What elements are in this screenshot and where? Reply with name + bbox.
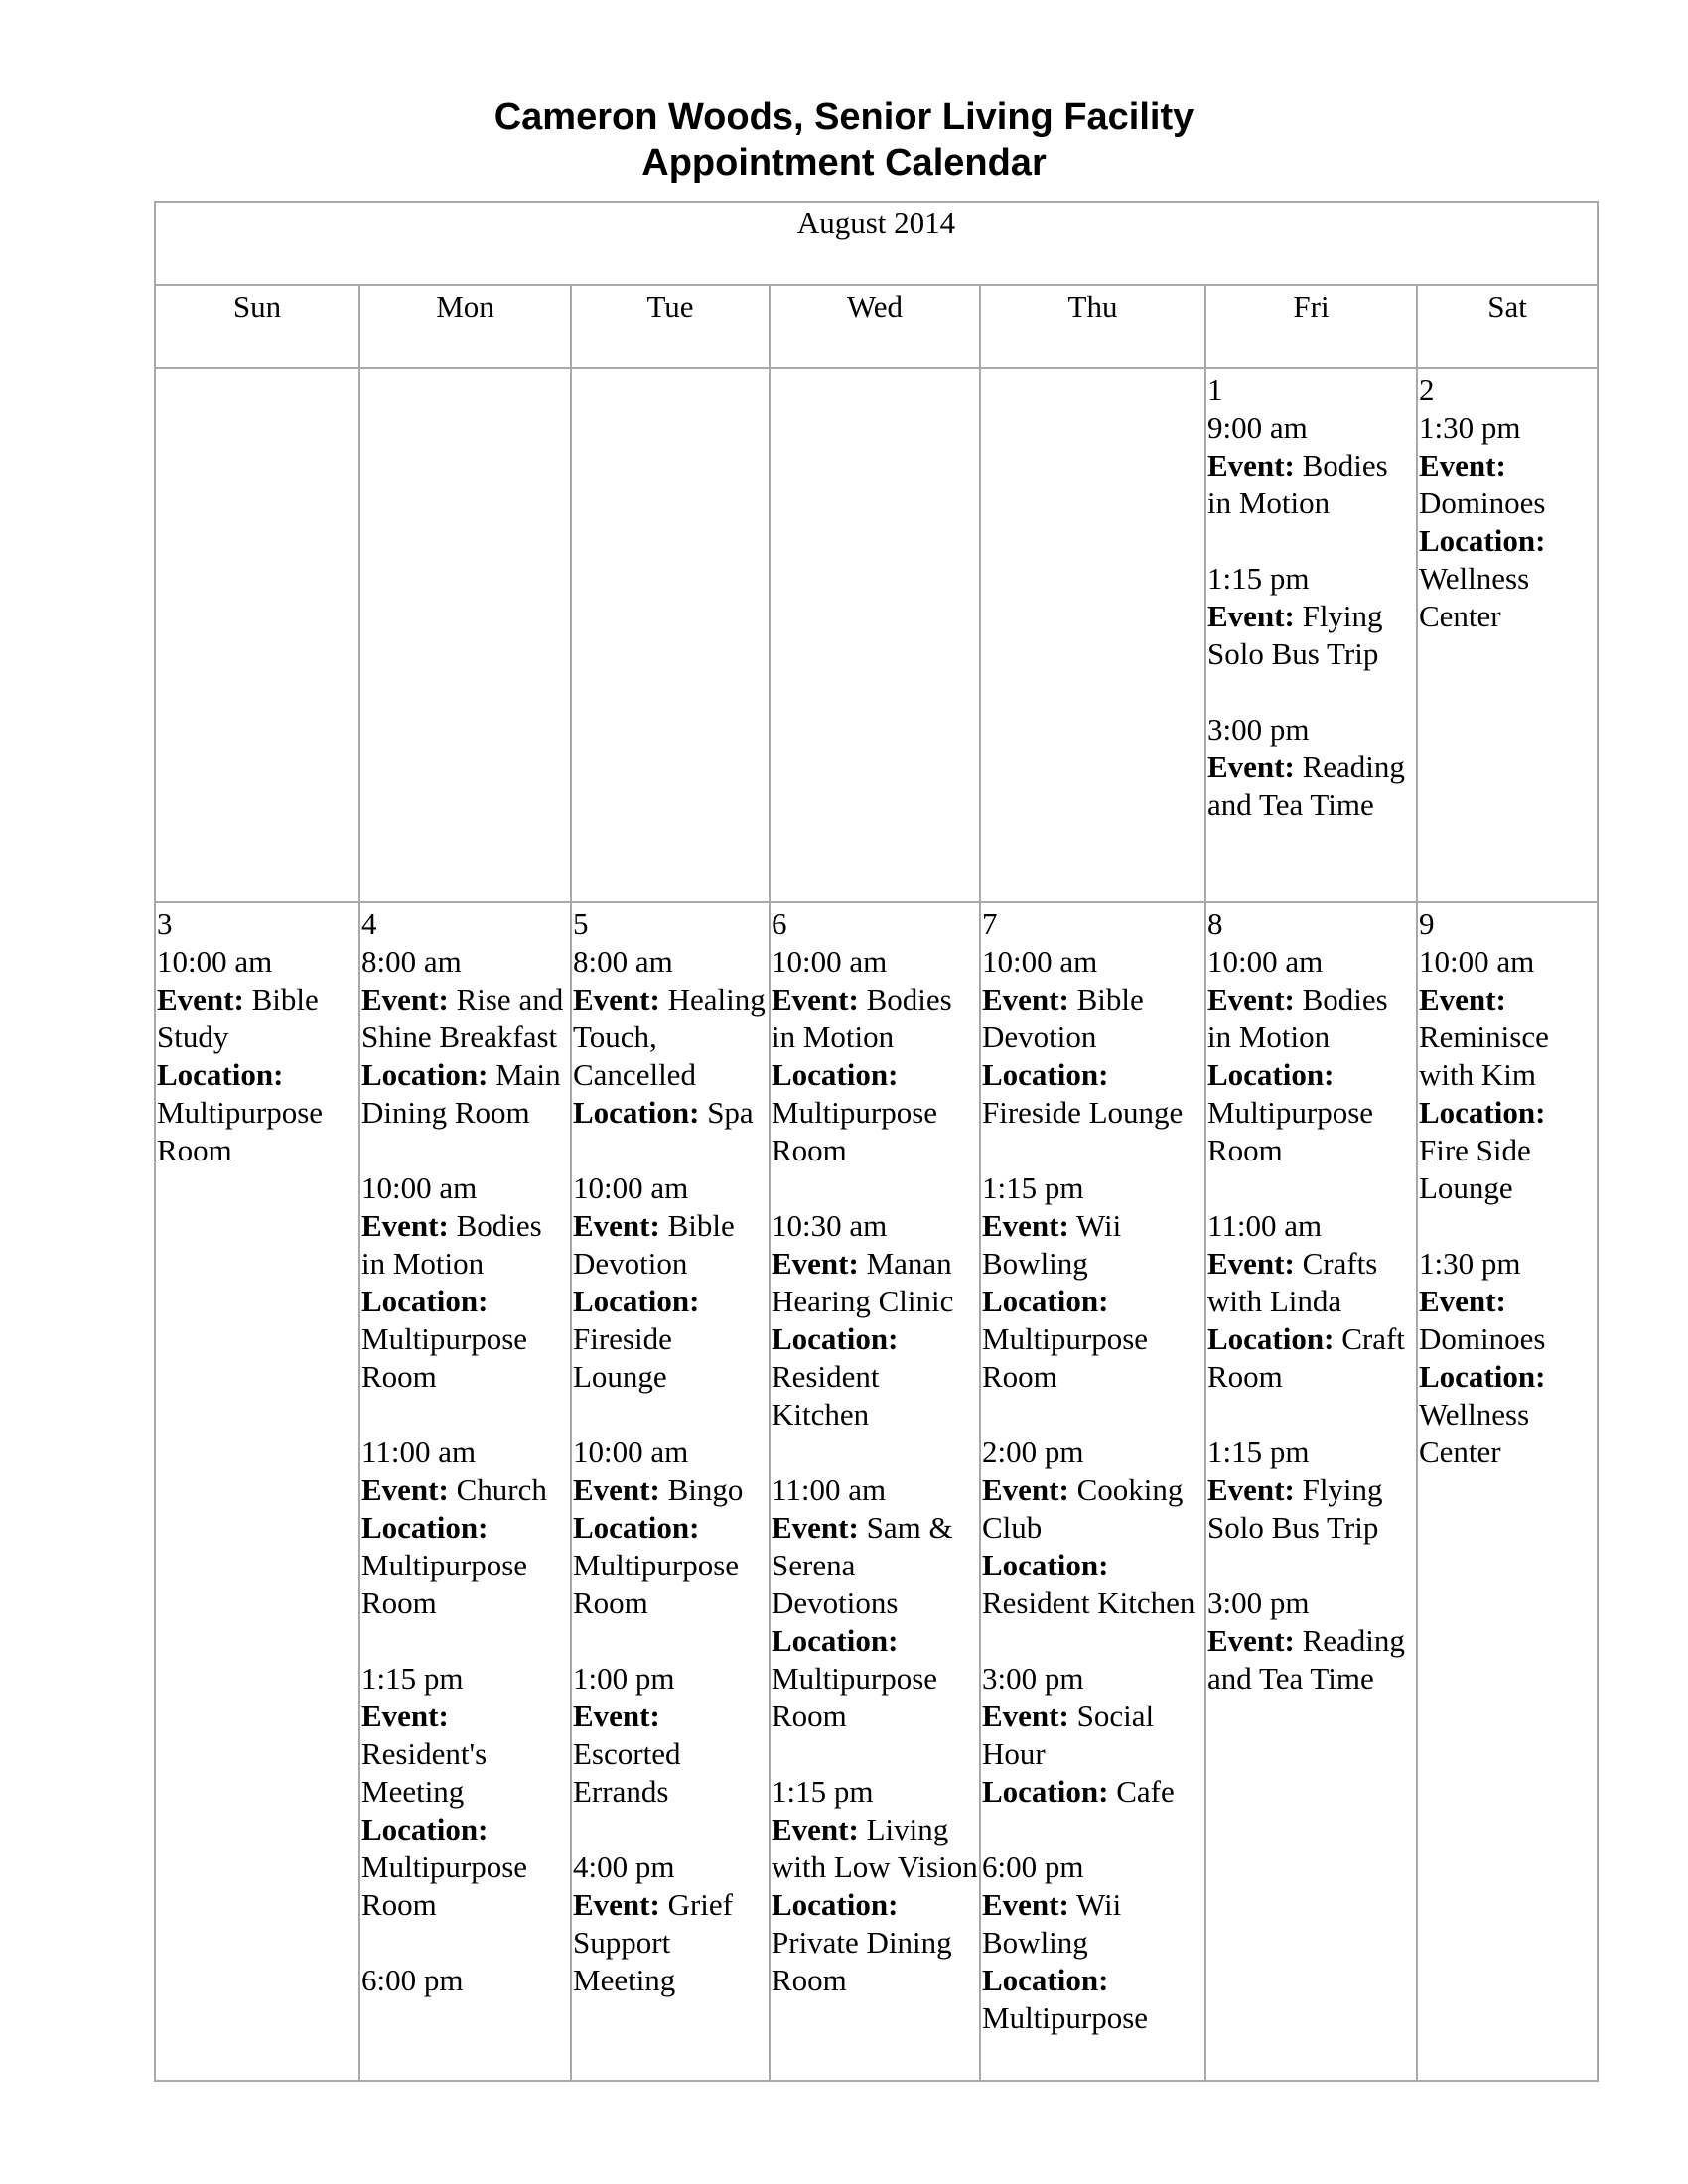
event-line	[1419, 1283, 1596, 1358]
event-name: Church	[456, 1472, 547, 1507]
location-line	[573, 1509, 768, 1622]
empty-day-cell	[359, 368, 571, 902]
event-name: Resident's Meeting	[361, 1736, 488, 1809]
event-name: Living with Low Vision	[772, 1812, 978, 1884]
location-name: Spa	[707, 1095, 754, 1130]
event-label: Event:	[1207, 599, 1295, 633]
location-name: Wellness Center	[1419, 561, 1530, 633]
empty-day-cell	[571, 368, 770, 902]
event-name: Healing Touch, Cancelled	[573, 982, 766, 1092]
calendar-event	[1207, 1584, 1415, 1698]
location-line	[982, 1962, 1203, 2037]
day-cell-6	[770, 902, 980, 2081]
calendar-event	[1207, 1433, 1415, 1547]
event-label: Event:	[982, 1699, 1069, 1733]
event-time: 1:00 pm	[573, 1661, 675, 1696]
event-line	[772, 1509, 978, 1622]
event-label: Event:	[982, 1208, 1069, 1243]
event-label: Event:	[573, 1472, 660, 1507]
day-cell-8	[1205, 902, 1417, 2081]
calendar-event	[573, 1433, 768, 1622]
location-label: Location:	[573, 1510, 700, 1545]
calendar-event	[982, 1848, 1203, 2037]
location-label: Location:	[982, 1284, 1109, 1318]
calendar-event	[982, 1660, 1203, 1811]
location-name: Multipurpose Room	[1207, 1095, 1374, 1167]
event-name: Bodies in Motion	[1207, 448, 1388, 520]
event-line	[573, 981, 768, 1094]
day-cell-5	[571, 902, 770, 2081]
event-label: Event:	[772, 1812, 859, 1846]
event-time: 1:30 pm	[1419, 410, 1521, 445]
location-line	[772, 1886, 978, 1999]
day-number: 7	[982, 906, 998, 941]
event-line	[982, 1471, 1203, 1547]
event-line	[361, 1698, 569, 1811]
event-label: Event:	[772, 1510, 859, 1545]
event-label: Event:	[1419, 1284, 1506, 1318]
event-time: 10:00 am	[573, 1170, 689, 1205]
calendar-event	[982, 943, 1203, 1132]
weekday-sun: Sun	[155, 285, 359, 368]
event-name: Bible Study	[157, 982, 319, 1054]
location-line	[1419, 522, 1596, 635]
event-line	[1207, 749, 1415, 824]
event-label: Event:	[361, 982, 449, 1017]
location-line	[361, 1056, 569, 1132]
empty-day-cell	[980, 368, 1205, 902]
event-time: 10:00 am	[982, 944, 1098, 979]
location-label: Location:	[361, 1284, 489, 1318]
event-line	[772, 1811, 978, 1886]
event-time: 2:00 pm	[982, 1434, 1084, 1469]
location-line	[1419, 1094, 1596, 1207]
event-label: Event:	[573, 1887, 660, 1922]
location-label: Location:	[982, 1963, 1109, 1997]
event-time: 10:00 am	[573, 1434, 689, 1469]
calendar-event	[573, 943, 768, 1132]
event-line	[1419, 447, 1596, 522]
location-label: Location:	[772, 1623, 899, 1658]
event-time: 1:30 pm	[1419, 1246, 1521, 1281]
calendar-event	[1419, 943, 1596, 1207]
calendar-event	[1207, 943, 1415, 1169]
event-time: 8:00 am	[573, 944, 673, 979]
event-label: Event:	[573, 1699, 660, 1733]
event-name: Flying Solo Bus Trip	[1207, 1472, 1383, 1545]
location-label: Location:	[982, 1057, 1109, 1092]
event-time: 10:30 am	[772, 1208, 888, 1243]
location-line	[1207, 1056, 1415, 1169]
event-label: Event:	[1207, 448, 1295, 482]
event-label: Event:	[1419, 982, 1506, 1017]
event-time: 4:00 pm	[573, 1849, 675, 1884]
event-name: Wii Bowling	[982, 1208, 1122, 1281]
event-label: Event:	[157, 982, 244, 1017]
event-time: 8:00 am	[361, 944, 462, 979]
event-name: Cooking Club	[982, 1472, 1184, 1545]
location-label: Location:	[772, 1057, 899, 1092]
event-time: 11:00 am	[361, 1434, 477, 1469]
event-time: 10:00 am	[157, 944, 273, 979]
event-time: 10:00 am	[361, 1170, 478, 1205]
calendar-event	[1207, 711, 1415, 824]
event-time: 1:15 pm	[361, 1661, 464, 1696]
event-label: Event:	[982, 982, 1069, 1017]
event-label: Event:	[772, 1246, 859, 1281]
event-time: 11:00 am	[1207, 1208, 1323, 1243]
weekday-wed: Wed	[770, 285, 980, 368]
location-label: Location:	[361, 1510, 489, 1545]
location-line	[982, 1547, 1203, 1622]
location-name: Multipurpose Room	[573, 1548, 740, 1620]
calendar-event	[1207, 1207, 1415, 1396]
event-line	[772, 981, 978, 1056]
event-label: Event:	[982, 1887, 1069, 1922]
event-line	[1207, 1622, 1415, 1698]
location-name: Fireside Lounge	[982, 1095, 1184, 1130]
event-time: 1:15 pm	[982, 1170, 1084, 1205]
location-name: Cafe	[1116, 1774, 1175, 1809]
location-label: Location:	[573, 1284, 700, 1318]
day-cell-7	[980, 902, 1205, 2081]
calendar-event	[573, 1848, 768, 1999]
event-name: Bodies in Motion	[1207, 982, 1388, 1054]
location-label: Location:	[1419, 1095, 1546, 1130]
event-line	[982, 1886, 1203, 1962]
weekday-tue: Tue	[571, 285, 770, 368]
page-title: Cameron Woods, Senior Living Facility	[493, 96, 1195, 138]
event-line	[573, 1471, 768, 1509]
location-name: Resident Kitchen	[982, 1585, 1196, 1620]
location-label: Location:	[1419, 523, 1546, 558]
location-name: Resident Kitchen	[772, 1359, 880, 1432]
calendar-event	[982, 1169, 1203, 1396]
location-line	[361, 1811, 569, 1924]
location-name: Multipurpose Room	[361, 1321, 528, 1394]
location-line	[982, 1056, 1203, 1132]
calendar-event	[361, 1169, 569, 1396]
empty-day-cell	[770, 368, 980, 902]
location-name: Craft Room	[1207, 1321, 1405, 1394]
event-time: 1:15 pm	[772, 1774, 874, 1809]
location-label: Location:	[1207, 1321, 1335, 1356]
calendar-event	[772, 943, 978, 1169]
event-label: Event:	[1207, 750, 1295, 784]
location-line	[772, 1056, 978, 1169]
event-line	[573, 1698, 768, 1811]
location-label: Location:	[157, 1057, 284, 1092]
event-label: Event:	[1207, 1623, 1295, 1658]
calendar-event	[772, 1773, 978, 1999]
calendar-event	[361, 1660, 569, 1924]
event-line	[361, 981, 569, 1056]
event-name: Wii Bowling	[982, 1887, 1122, 1960]
location-line	[361, 1283, 569, 1396]
location-name: Private Dining Room	[772, 1925, 952, 1997]
event-name: Reminisce with Kim	[1419, 1020, 1549, 1092]
location-name: Wellness Center	[1419, 1397, 1530, 1469]
location-label: Location:	[772, 1887, 899, 1922]
calendar-event	[361, 1962, 569, 1999]
event-label: Event:	[982, 1472, 1069, 1507]
event-time: 11:00 am	[772, 1472, 887, 1507]
event-name: Crafts with Linda	[1207, 1246, 1378, 1318]
event-name: Dominoes	[1419, 1321, 1546, 1356]
event-line	[157, 981, 357, 1056]
event-time: 1:15 pm	[1207, 561, 1310, 596]
event-time: 9:00 am	[1207, 410, 1308, 445]
location-name: Multipurpose Room	[361, 1548, 528, 1620]
location-label: Location:	[361, 1812, 489, 1846]
event-time: 1:15 pm	[1207, 1434, 1310, 1469]
event-name: Bodies in Motion	[361, 1208, 542, 1281]
day-cell-4	[359, 902, 571, 2081]
event-name: Rise and Shine Breakfast	[361, 982, 564, 1054]
event-time: 10:00 am	[772, 944, 888, 979]
calendar-event	[361, 943, 569, 1132]
location-line	[361, 1509, 569, 1622]
location-label: Location:	[982, 1774, 1109, 1809]
event-name: Escorted Errands	[573, 1736, 681, 1809]
location-line	[772, 1622, 978, 1735]
event-line	[573, 1207, 768, 1283]
event-name: Flying Solo Bus Trip	[1207, 599, 1383, 671]
location-line	[772, 1320, 978, 1433]
weekday-header-row	[155, 285, 1598, 368]
location-line	[157, 1056, 357, 1169]
day-number: 8	[1207, 906, 1223, 941]
location-line	[1419, 1358, 1596, 1471]
location-name: Multipurpose	[982, 2000, 1149, 2035]
location-label: Location:	[1419, 1359, 1546, 1394]
calendar-event	[772, 1207, 978, 1433]
location-label: Location:	[573, 1095, 700, 1130]
event-time: 3:00 pm	[1207, 712, 1310, 747]
location-line	[1207, 1320, 1415, 1396]
calendar-event	[772, 1471, 978, 1735]
event-label: Event:	[573, 982, 660, 1017]
calendar-event	[157, 943, 357, 1169]
location-label: Location:	[772, 1321, 899, 1356]
event-time: 6:00 pm	[361, 1963, 464, 1997]
event-line	[1207, 1471, 1415, 1547]
day-number: 3	[157, 906, 173, 941]
event-label: Event:	[361, 1699, 449, 1733]
event-name: Dominoes	[1419, 485, 1546, 520]
weekday-mon: Mon	[359, 285, 571, 368]
day-number: 1	[1207, 372, 1223, 407]
event-line	[573, 1886, 768, 1999]
location-line	[982, 1773, 1203, 1811]
day-number: 2	[1419, 372, 1435, 407]
event-line	[361, 1471, 569, 1509]
event-time: 10:00 am	[1207, 944, 1324, 979]
day-number: 9	[1419, 906, 1435, 941]
location-name: Multipurpose Room	[982, 1321, 1149, 1394]
event-label: Event:	[1207, 1246, 1295, 1281]
location-name: Fireside Lounge	[573, 1321, 672, 1394]
event-name: Reading and Tea Time	[1207, 750, 1405, 822]
location-name: Main Dining Room	[361, 1057, 561, 1130]
event-label: Event:	[361, 1208, 449, 1243]
calendar-event	[573, 1169, 768, 1396]
month-header: August 2014	[155, 202, 1598, 285]
event-label: Event:	[1207, 982, 1295, 1017]
event-label: Event:	[361, 1472, 449, 1507]
location-name: Fire Side Lounge	[1419, 1133, 1531, 1205]
day-number: 6	[772, 906, 787, 941]
event-label: Event:	[1207, 1472, 1295, 1507]
calendar-table	[154, 201, 1599, 2082]
event-line	[772, 1245, 978, 1320]
event-name: Bodies in Motion	[772, 982, 952, 1054]
calendar-event	[1419, 409, 1596, 635]
day-cell-3	[155, 902, 359, 2081]
day-cell-1	[1205, 368, 1417, 902]
event-line	[361, 1207, 569, 1283]
event-label: Event:	[573, 1208, 660, 1243]
weekday-sat: Sat	[1417, 285, 1598, 368]
event-line	[982, 981, 1203, 1056]
location-line	[982, 1283, 1203, 1396]
event-name: Sam & Serena Devotions	[772, 1510, 953, 1620]
day-number: 4	[361, 906, 377, 941]
event-line	[982, 1698, 1203, 1773]
weekday-thu: Thu	[980, 285, 1205, 368]
location-line	[573, 1094, 768, 1132]
day-cell-9	[1417, 902, 1598, 2081]
event-time: 10:00 am	[1419, 944, 1535, 979]
location-label: Location:	[361, 1057, 489, 1092]
event-name: Manan Hearing Clinic	[772, 1246, 954, 1318]
event-time: 3:00 pm	[1207, 1585, 1310, 1620]
event-time: 3:00 pm	[982, 1661, 1084, 1696]
location-name: Multipurpose Room	[772, 1661, 938, 1733]
location-line	[573, 1283, 768, 1396]
event-name: Reading and Tea Time	[1207, 1623, 1405, 1696]
calendar-event	[1419, 1245, 1596, 1471]
location-label: Location:	[1207, 1057, 1335, 1092]
empty-day-cell	[155, 368, 359, 902]
day-number: 5	[573, 906, 589, 941]
event-name: Bingo	[667, 1472, 744, 1507]
event-label: Event:	[772, 982, 859, 1017]
week-row	[155, 368, 1598, 902]
event-line	[982, 1207, 1203, 1283]
event-time: 6:00 pm	[982, 1849, 1084, 1884]
event-line	[1207, 1245, 1415, 1320]
calendar-event	[982, 1433, 1203, 1622]
page-subtitle: Appointment Calendar	[641, 142, 1047, 184]
event-line	[1207, 981, 1415, 1056]
weekday-fri: Fri	[1205, 285, 1417, 368]
location-label: Location:	[982, 1548, 1109, 1582]
location-name: Multipurpose Room	[361, 1849, 528, 1922]
location-name: Multipurpose Room	[157, 1095, 324, 1167]
calendar-event	[1207, 409, 1415, 522]
event-name: Grief Support Meeting	[573, 1887, 733, 1997]
event-name: Bible Devotion	[982, 982, 1144, 1054]
event-label: Event:	[1419, 448, 1506, 482]
calendar-event	[573, 1660, 768, 1811]
location-name: Multipurpose Room	[772, 1095, 938, 1167]
day-cell-2	[1417, 368, 1598, 902]
week-row	[155, 902, 1598, 2081]
event-line	[1207, 598, 1415, 673]
event-line	[1207, 447, 1415, 522]
event-line	[1419, 981, 1596, 1094]
event-name: Social Hour	[982, 1699, 1155, 1771]
calendar-event	[1207, 560, 1415, 673]
calendar-event	[361, 1433, 569, 1622]
event-name: Bible Devotion	[573, 1208, 735, 1281]
